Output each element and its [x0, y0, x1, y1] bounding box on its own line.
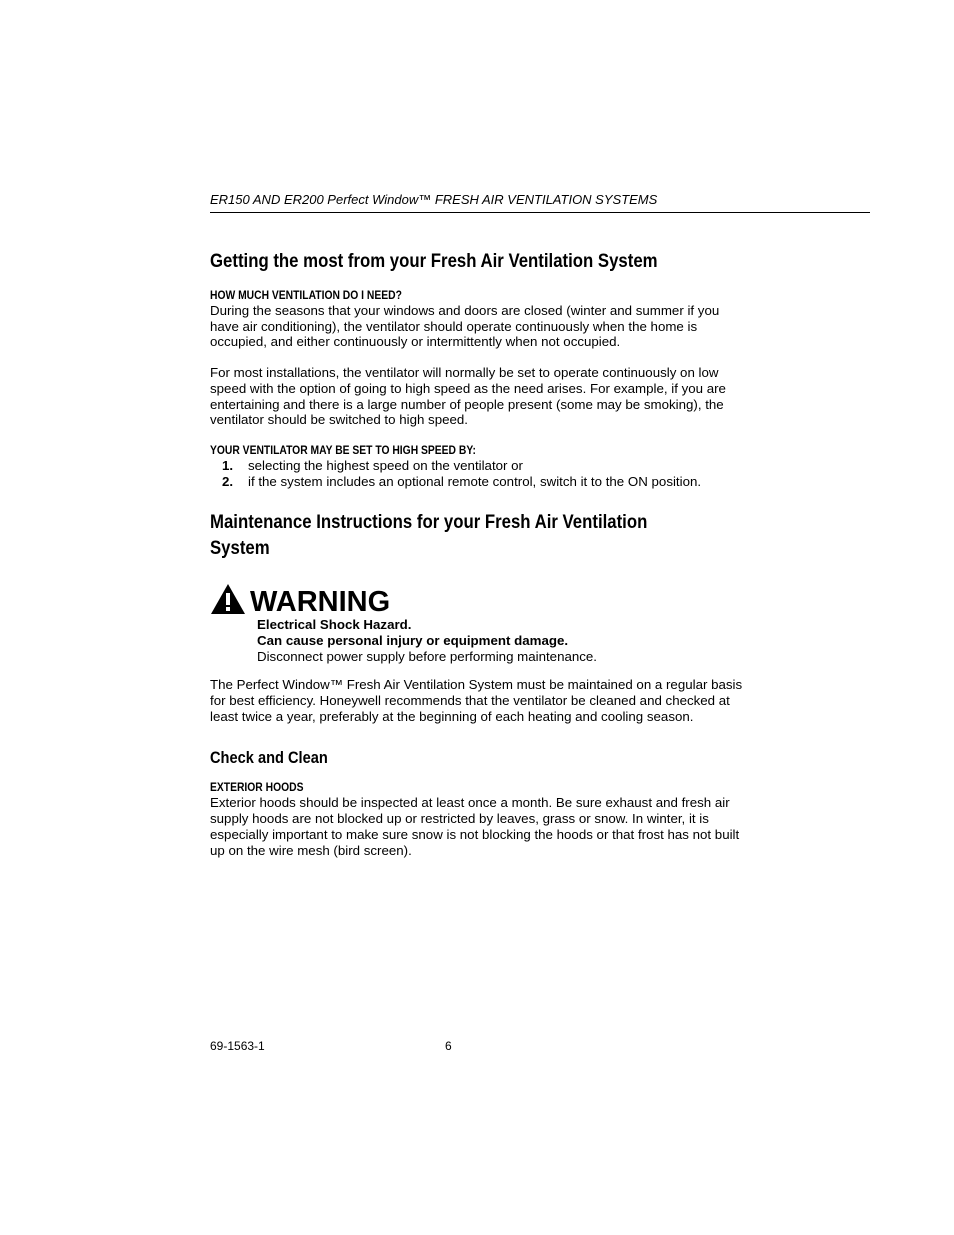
warning-word: WARNING: [250, 585, 391, 618]
section-title-maintenance: Maintenance Instructions for your Fresh Air Ventilation System: [210, 511, 648, 560]
page-content: [210, 248, 750, 858]
section-title-getting-most: Getting the most from your Fresh Air Ventilation System: [210, 250, 658, 272]
warning-title-row: [210, 583, 390, 620]
list-item-text: selecting the highest speed on the ventilator or: [248, 457, 523, 473]
subheading-high-speed: YOUR VENTILATOR MAY BE SET TO HIGH SPEED BY:: [210, 442, 476, 457]
footer-page-number: 6: [445, 1039, 452, 1053]
list-item-number: 1.: [222, 457, 234, 473]
list-item: [210, 458, 750, 474]
warning-line-hazard: Electrical Shock Hazard.: [257, 617, 412, 633]
warning-line-disconnect: Disconnect power supply before performing maintenance.: [257, 648, 597, 664]
paragraph-seasons: During the seasons that your windows and doors are closed (winter and summer if you have air conditioning), the ventilator should operate continuously when the home is occupied, and either continuously or intermittently when not occupied.: [210, 303, 720, 350]
subsection-title-check-clean: Check and Clean: [210, 748, 328, 768]
warning-body: [257, 617, 597, 664]
subheading-exterior-hoods: EXTERIOR HOODS: [210, 780, 304, 795]
warning-triangle-icon: [210, 583, 246, 620]
paragraph-exterior-hoods: Exterior hoods should be inspected at least once a month. Be sure exhaust and fresh air supply hoods are not blocked up or restricted by leaves, grass or snow. In winter, it is especially important to make sure snow is not blocking the hoods or that frost has not built up on the wire mesh (bird screen).: [210, 795, 740, 858]
warning-block: [210, 583, 750, 663]
paragraph-installations: For most installations, the ventilator will normally be set to operate continuously on low speed with the option of going to high speed as the need arises. For example, if you are entertaining and there is a large number of people present (some may be smoking), the ventilator should be switched to high speed.: [210, 365, 726, 428]
paragraph-maintenance: The Perfect Window™ Fresh Air Ventilation System must be maintained on a regular basis for best efficiency. Honeywell recommends that the ventilator be cleaned and checked at least twice a year, preferably at the beginning of each heating and cooling season.: [210, 677, 743, 724]
list-item-text: if the system includes an optional remote control, switch it to the ON position.: [248, 473, 702, 489]
warning-line-injury: Can cause personal injury or equipment damage.: [257, 633, 569, 649]
footer-doc-number: 69-1563-1: [210, 1039, 265, 1053]
list-item-number: 2.: [222, 473, 234, 489]
header-rule: [210, 212, 870, 213]
running-header: ER150 AND ER200 Perfect Window™ FRESH AIR VENTILATION SYSTEMS: [210, 192, 658, 207]
list-item: [210, 474, 750, 490]
subheading-how-much-ventilation: HOW MUCH VENTILATION DO I NEED?: [210, 288, 402, 302]
